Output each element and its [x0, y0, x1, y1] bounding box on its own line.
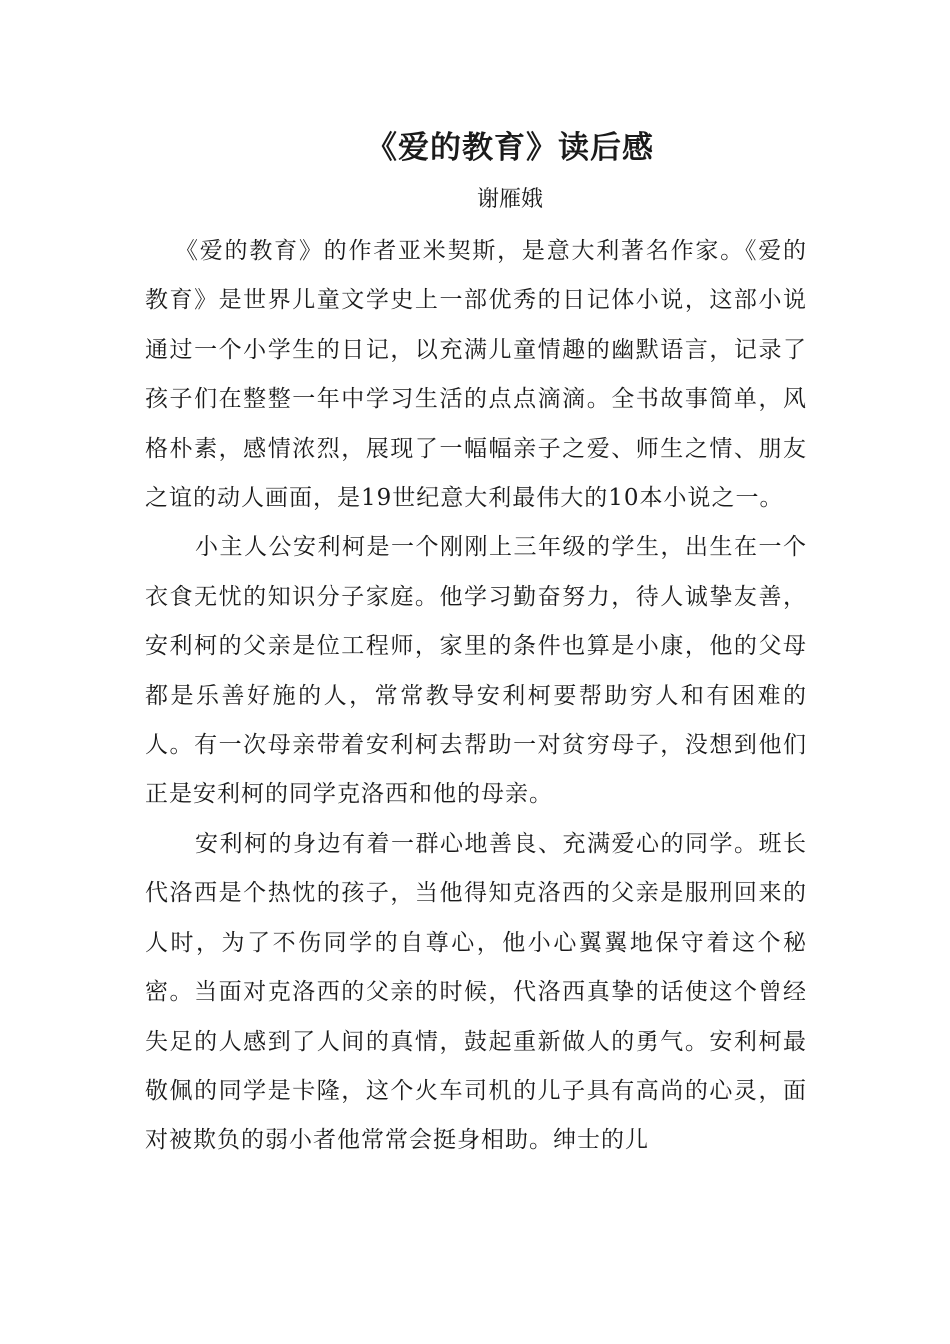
document-title: 《爱的教育》读后感 [366, 130, 654, 166]
document-author: 谢雁娥 [476, 187, 543, 212]
paragraph-3: 安利柯的身边有着一群心地善良、充满爱心的同学。班长代洛西是个热忱的孩子，当他得知克洛西的父亲是服刑回来的人时，为了不伤同学的自尊心，他小心翼翼地保守着这个秘密。当面对克洛西的父亲的时候，代洛西真挚的话使这个曾经失足的人感到了人间的真情，鼓起重新做人的勇气。安利柯最敬佩的同学是卡隆，这个火车司机的儿子具有高尚的心灵，面对被欺负的弱小者他常常会挺身相助。绅士的儿 [145, 830, 807, 1154]
paragraph-2: 小主人公安利柯是一个刚刚上三年级的学生，出生在一个衣食无忧的知识分子家庭。他学习勤奋努力，待人诚挚友善，安利柯的父亲是位工程师，家里的条件也算是小康，他的父母都是乐善好施的人，常常教导安利柯要帮助穷人和有困难的人。有一次母亲带着安利柯去帮助一对贫穷母子，没想到他们正是安利柯的同学克洛西和他的母亲。 [145, 534, 807, 808]
paragraph-1: 《爱的教育》的作者亚米契斯，是意大利著名作家。《爱的教育》是世界儿童文学史上一部优秀的日记体小说，这部小说通过一个小学生的日记，以充满儿童情趣的幽默语言，记录了孩子们在整整一年中学习生活的点点滴滴。全书故事简单，风格朴素，感情浓烈，展现了一幅幅亲子之爱、师生之情、朋友之谊的动人画面，是19世纪意大利最伟大的10本小说之一。 [145, 238, 807, 512]
document-body [145, 227, 807, 1166]
